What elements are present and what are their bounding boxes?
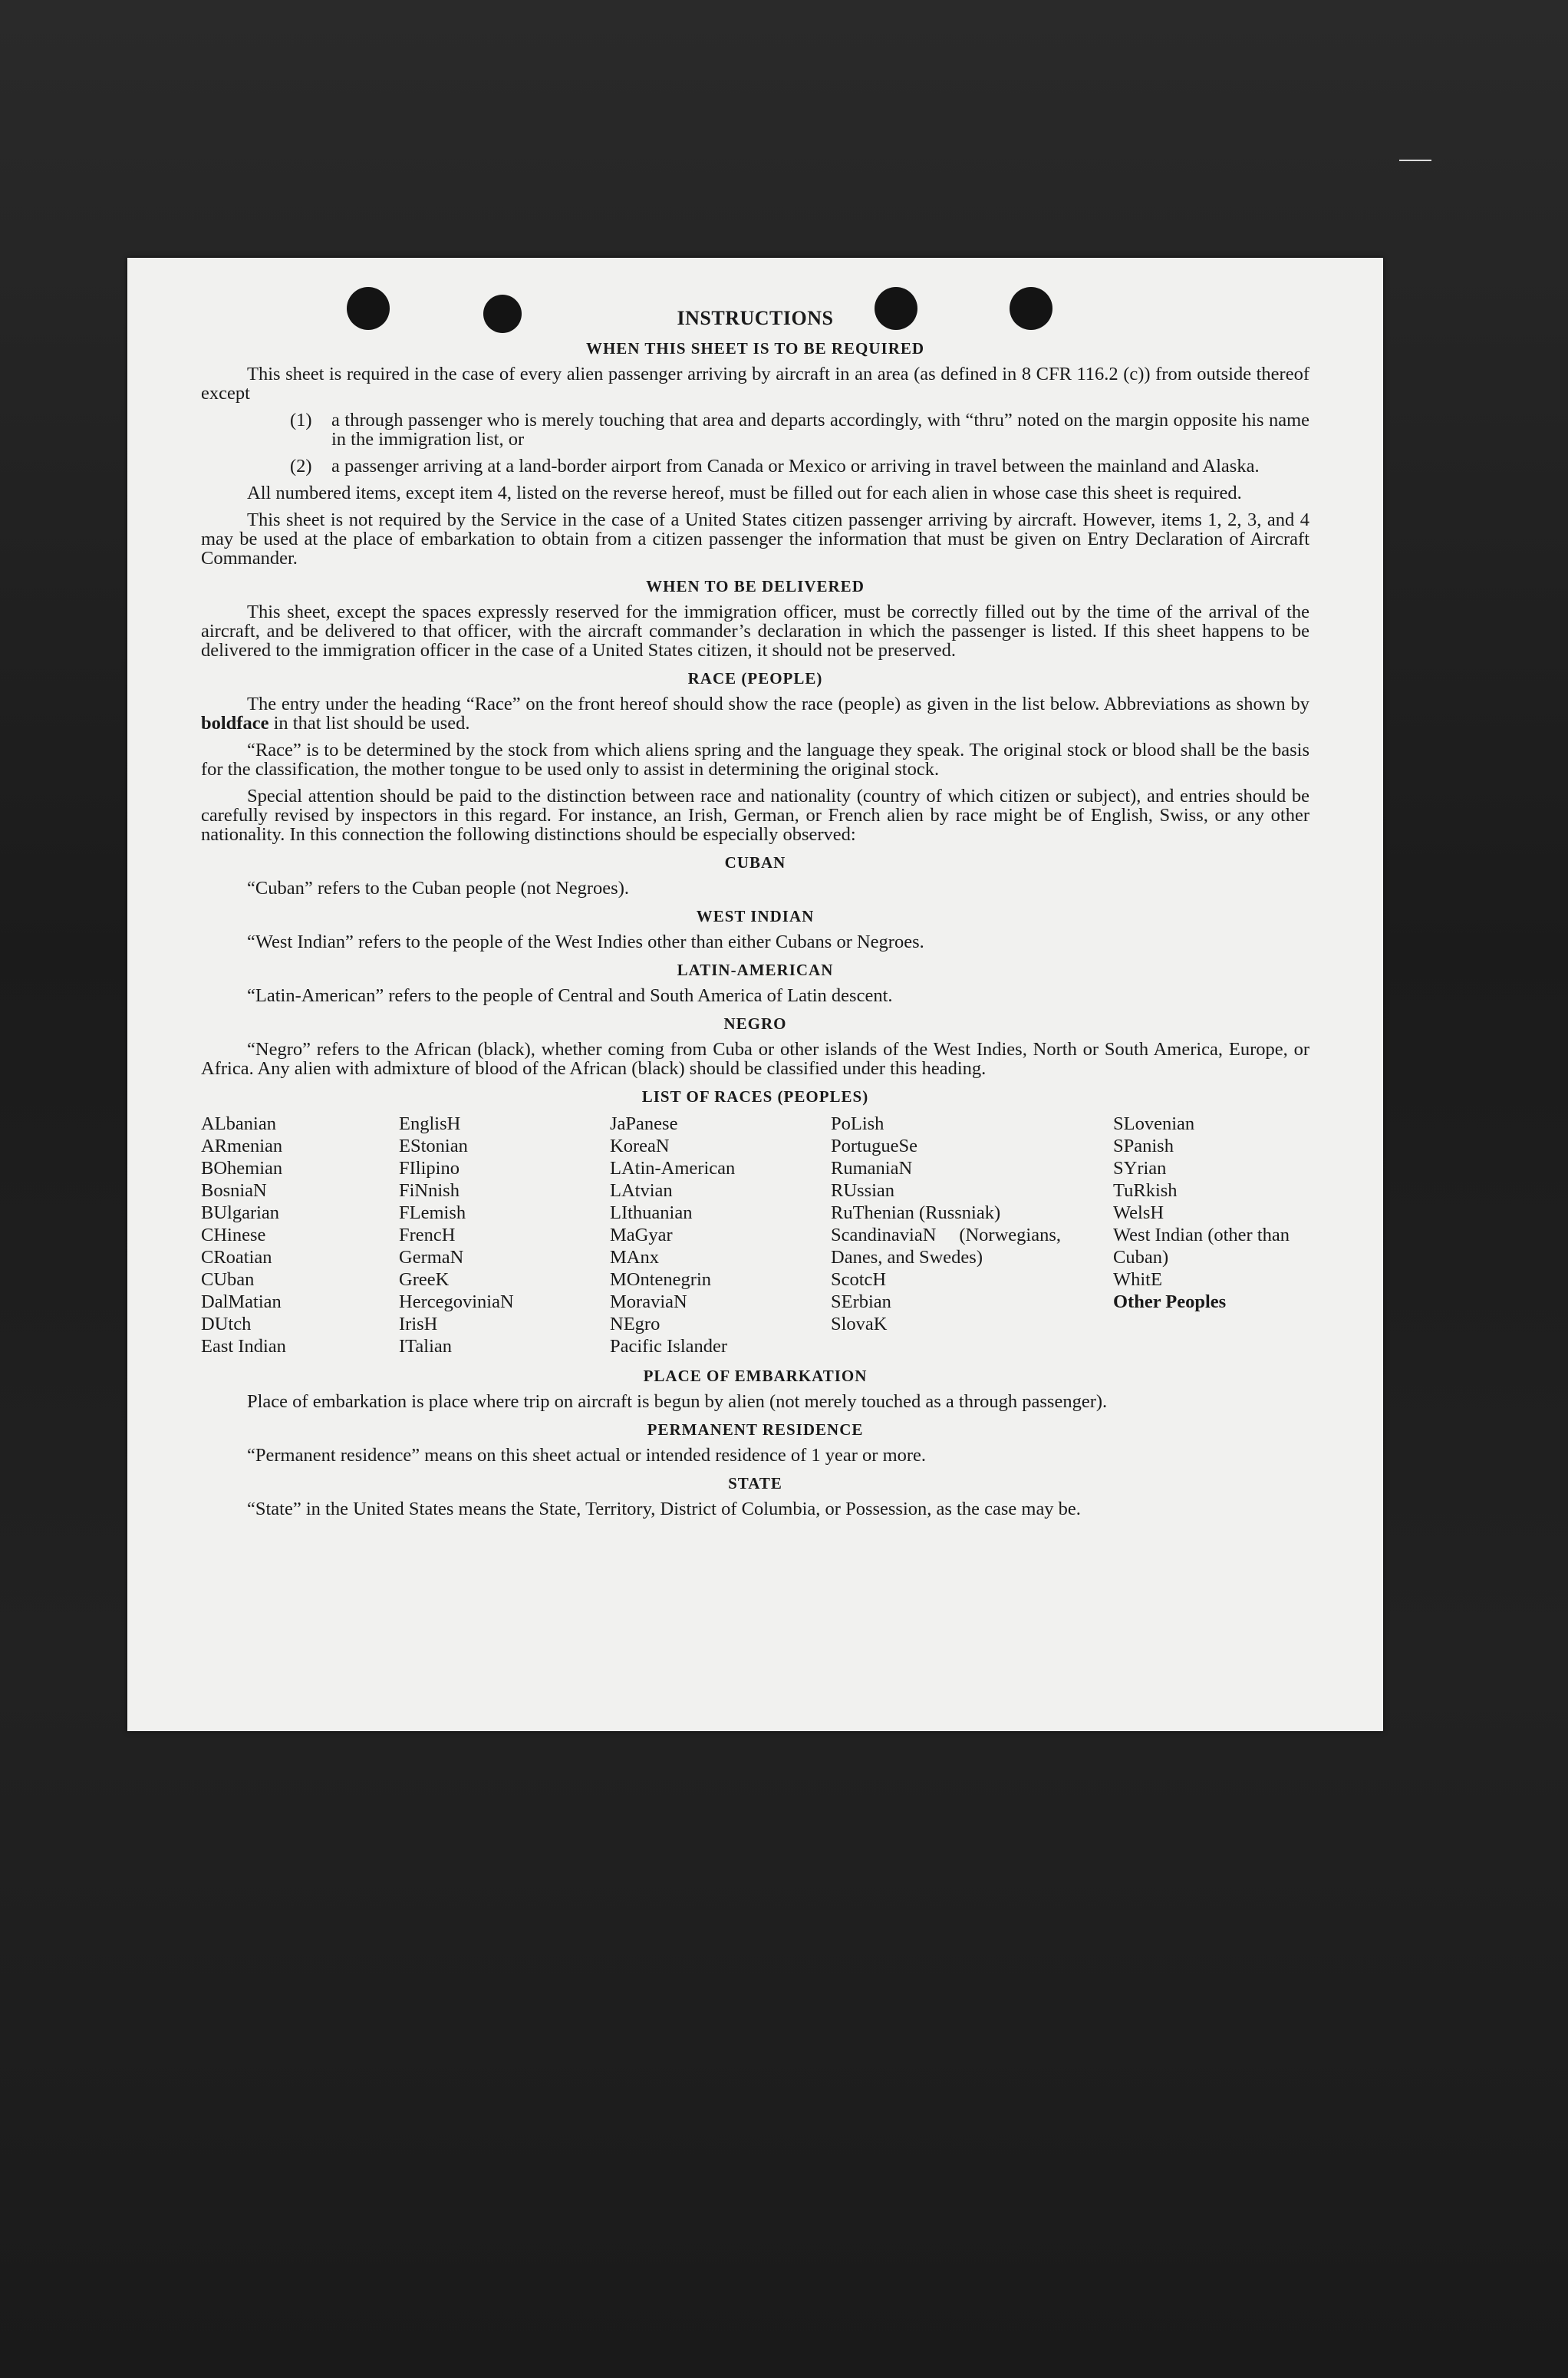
race-entry: SPanish (1113, 1136, 1174, 1156)
race-entry: KoreaN (610, 1136, 670, 1156)
race-entry: FIlipino (399, 1158, 460, 1179)
race-entry: EnglisH (399, 1113, 461, 1134)
race-entry: SErbian (831, 1291, 891, 1312)
races-column (1113, 1113, 1313, 1357)
race-entry: NEgro (610, 1314, 660, 1334)
race-entry: LIthuanian (610, 1202, 693, 1223)
race-entry: MoraviaN (610, 1291, 687, 1312)
instruction-sheet (127, 258, 1383, 1731)
race-entry: ScandinaviaN (Norwegians, Danes, and Swedes) (831, 1225, 1061, 1268)
punch-hole (1010, 287, 1052, 330)
race-entry: Other Peoples (1113, 1291, 1227, 1312)
page-title: INSTRUCTIONS (677, 307, 834, 329)
latin-american-text: “Latin-American” refers to the people of Central and South America of Latin descent. (247, 985, 893, 1006)
punch-hole (483, 295, 522, 333)
when-delivered-text: This sheet, except the spaces expressly reserved for the immigration officer, must be correctly filled out by the time of the arrival of the aircraft, and be delivered to that officer, with the aircraft commander’s declaration in which the passenger is listed. If this sheet happens to be delivered to the immigration officer in the case of a United States citizen, it should not be preserved. (201, 602, 1309, 661)
race-p1-text-end: in that list should be used. (268, 713, 470, 734)
item-text: a passenger arriving at a land-border airport from Canada or Mexico or arriving in travel between the mainland and Alaska. (331, 456, 1260, 477)
permanent-residence-text: “Permanent residence” means on this sheet actual or intended residence of 1 year or more. (247, 1445, 927, 1466)
when-required-intro: This sheet is required in the case of every alien passenger arriving by aircraft in an area (as defined in 8 CFR 116.2 (c)) from outside thereof except (201, 364, 1309, 404)
races-list (201, 1113, 1309, 1357)
section-heading-negro: NEGRO (723, 1014, 787, 1033)
race-entry: JaPanese (610, 1113, 678, 1134)
race-entry: ALbanian (201, 1113, 276, 1134)
race-entry: WelsH (1113, 1202, 1164, 1223)
race-entry: DalMatian (201, 1291, 282, 1312)
race-entry: EStonian (399, 1136, 468, 1156)
race-entry: West Indian (other than Cuban) (1113, 1225, 1290, 1268)
section-heading-permanent-residence: PERMANENT RESIDENCE (647, 1420, 864, 1439)
race-entry: ARmenian (201, 1136, 283, 1156)
races-column (831, 1113, 1113, 1357)
section-heading-list-of-races: LIST OF RACES (PEOPLES) (641, 1087, 869, 1106)
race-entry: PoLish (831, 1113, 884, 1134)
races-column (399, 1113, 610, 1357)
race-entry: RuThenian (Russniak) (831, 1202, 1001, 1223)
race-entry: ScotcH (831, 1269, 887, 1290)
cuban-text: “Cuban” refers to the Cuban people (not Negroes). (247, 878, 629, 899)
item-number: (1) (290, 410, 312, 430)
race-entry: East Indian (201, 1336, 286, 1357)
numbered-items-paragraph: All numbered items, except item 4, listed on the reverse hereof, must be filled out for each alien in whose case this sheet is required. (247, 483, 1242, 503)
race-paragraph-1 (201, 694, 1309, 733)
race-entry: BUlgarian (201, 1202, 280, 1223)
race-paragraph-2: “Race” is to be determined by the stock from which aliens spring and the language they speak. The original stock or blood shall be the basis for the classification, the mother tongue to be used only to assist in determining the original stock. (201, 740, 1309, 780)
race-entry: PortugueSe (831, 1136, 917, 1156)
section-heading-when-delivered: WHEN TO BE DELIVERED (646, 577, 865, 595)
race-entry: FLemish (399, 1202, 466, 1223)
item-number: (2) (290, 456, 312, 477)
item-text: a through passenger who is merely touching that area and departs accordingly, with “thru” noted on the margin opposite his name in the immigration list, or (331, 410, 1309, 450)
race-entry: SlovaK (831, 1314, 888, 1334)
race-entry: LAtvian (610, 1180, 673, 1201)
race-entry: BosniaN (201, 1180, 267, 1201)
race-entry: IrisH (399, 1314, 438, 1334)
film-scratch (1399, 160, 1431, 161)
section-heading-state: STATE (728, 1474, 782, 1492)
race-entry: CHinese (201, 1225, 266, 1245)
race-entry: CRoatian (201, 1247, 272, 1268)
race-entry: MOntenegrin (610, 1269, 711, 1290)
race-entry: GermaN (399, 1247, 464, 1268)
race-p1-bold: boldface (201, 713, 269, 734)
punch-hole (347, 287, 390, 330)
citizen-paragraph: This sheet is not required by the Service in the case of a United States citizen passenger arriving by aircraft. However, items 1, 2, 3, and 4 may be used at the place of embarkation to obtain from a citizen passenger the information that must be given on Entry Declaration of Aircraft Commander. (201, 510, 1309, 569)
race-entry: Pacific Islander (610, 1336, 728, 1357)
section-heading-west-indian: WEST INDIAN (696, 907, 815, 925)
section-heading-cuban: CUBAN (724, 853, 786, 872)
section-heading-embarkation: PLACE OF EMBARKATION (643, 1367, 868, 1385)
punch-hole (875, 287, 917, 330)
race-entry: BOhemian (201, 1158, 283, 1179)
west-indian-text: “West Indian” refers to the people of the West Indies other than either Cubans or Negroes. (247, 932, 924, 952)
race-entry: MaGyar (610, 1225, 673, 1245)
section-heading-when-required: WHEN THIS SHEET IS TO BE REQUIRED (585, 339, 925, 358)
race-entry: LAtin-American (610, 1158, 736, 1179)
race-entry: ITalian (399, 1336, 453, 1357)
race-entry: CUban (201, 1269, 255, 1290)
races-column (610, 1113, 831, 1357)
race-entry: RumaniaN (831, 1158, 913, 1179)
exception-item (201, 457, 1309, 476)
section-heading-latin-american: LATIN-AMERICAN (677, 961, 834, 979)
race-entry: HercegoviniaN (399, 1291, 514, 1312)
race-p1-text: The entry under the heading “Race” on the front hereof should show the race (people) as given in the list below. Abbreviations as shown by (247, 694, 1309, 714)
races-column (201, 1113, 399, 1357)
race-entry: SYrian (1113, 1158, 1167, 1179)
race-entry: MAnx (610, 1247, 659, 1268)
race-entry: RUssian (831, 1180, 895, 1201)
race-entry: WhitE (1113, 1269, 1162, 1290)
state-text: “State” in the United States means the State, Territory, District of Columbia, or Possession, as the case may be. (247, 1499, 1081, 1519)
race-paragraph-3: Special attention should be paid to the distinction between race and nationality (country of which citizen or subject), and entries should be carefully revised by inspectors in this regard. For instance, an Irish, German, or French alien by race might be of English, Swiss, or any other nationality. In this connection the following distinctions should be especially observed: (201, 786, 1309, 845)
exception-item (201, 411, 1309, 449)
section-heading-race: RACE (PEOPLE) (687, 669, 823, 688)
race-entry: TuRkish (1113, 1180, 1178, 1201)
race-entry: FiNnish (399, 1180, 460, 1201)
embarkation-text: Place of embarkation is place where trip on aircraft is begun by alien (not merely touched as a through passenger). (247, 1391, 1108, 1412)
race-entry: SLovenian (1113, 1113, 1195, 1134)
race-entry: DUtch (201, 1314, 252, 1334)
race-entry: GreeK (399, 1269, 450, 1290)
race-entry: FrencH (399, 1225, 456, 1245)
negro-text: “Negro” refers to the African (black), whether coming from Cuba or other islands of the West Indies, North or South America, Europe, or Africa. Any alien with admixture of blood of the African (black) should be classified under this heading. (201, 1039, 1309, 1079)
